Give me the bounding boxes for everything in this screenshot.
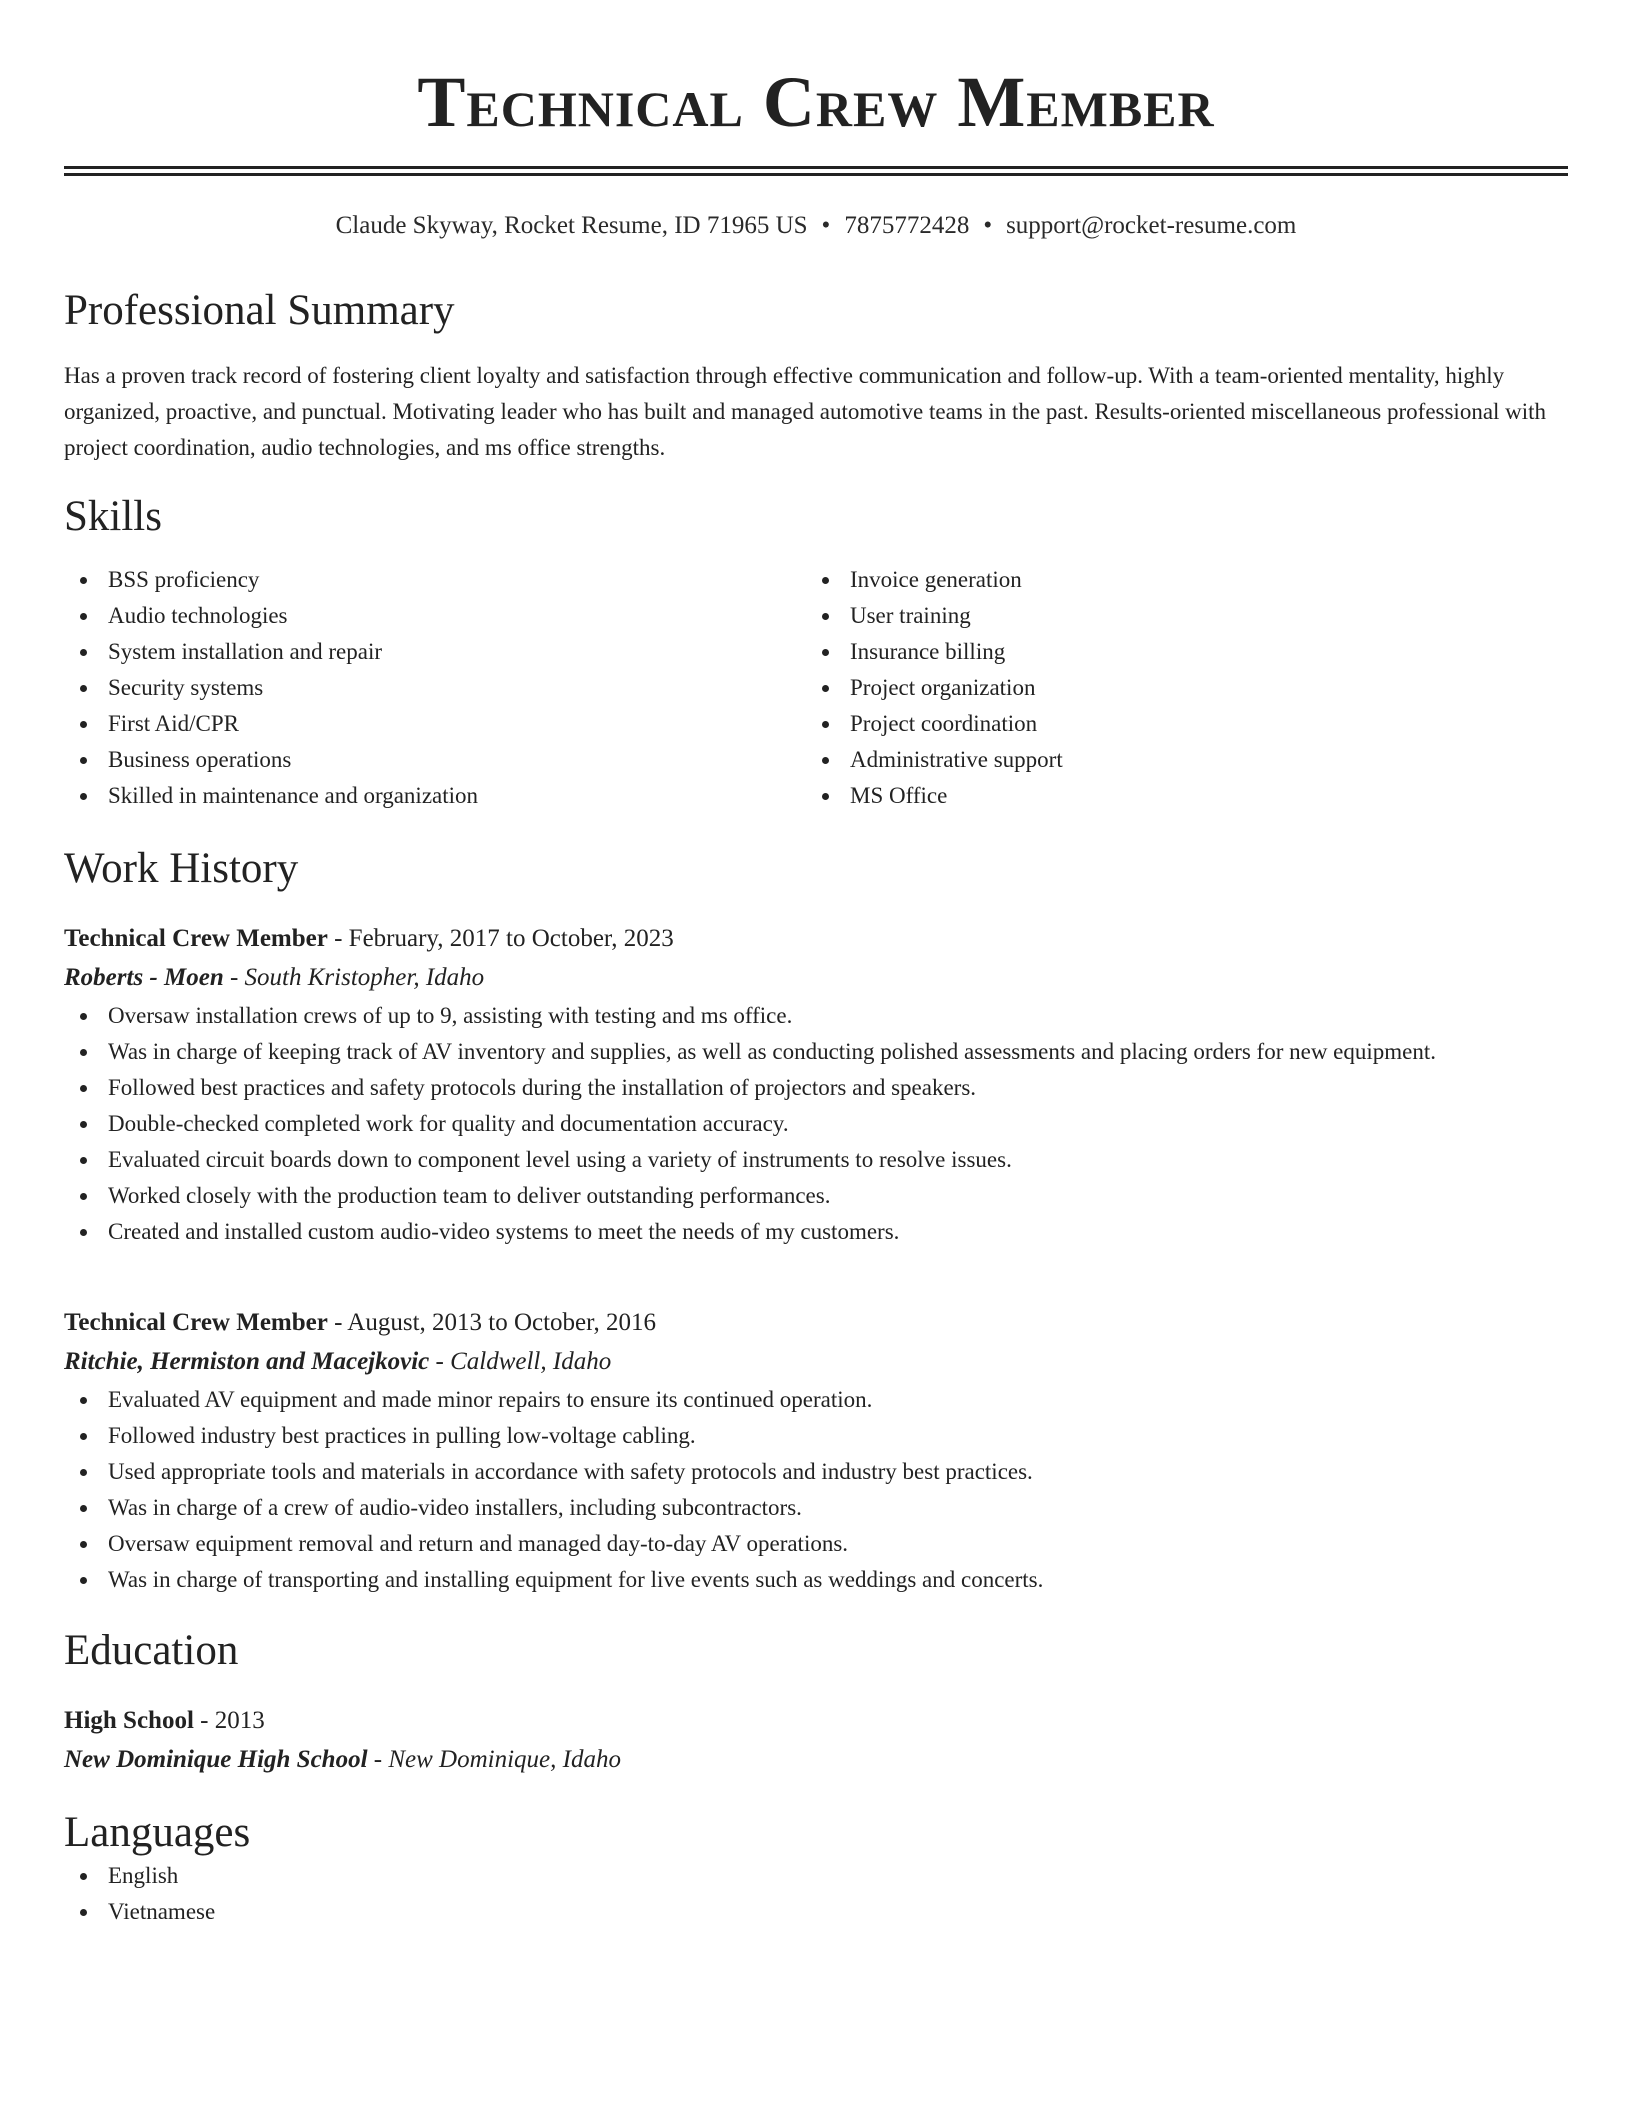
skill-item: Skilled in maintenance and organization xyxy=(64,778,806,814)
work-history-heading: Work History xyxy=(64,845,299,892)
degree: High School xyxy=(64,1707,194,1734)
school-name: New Dominique High School xyxy=(64,1746,368,1773)
job-title: Technical Crew Member xyxy=(64,925,328,952)
languages-heading: Languages xyxy=(64,1809,251,1856)
skill-item: First Aid/CPR xyxy=(64,706,806,742)
resume-title: Technical Crew Member xyxy=(417,62,1215,142)
job-duties-list xyxy=(64,998,1568,1250)
skills-list-left xyxy=(64,562,806,814)
skills-heading: Skills xyxy=(64,493,162,540)
skill-item: Administrative support xyxy=(806,742,1548,778)
skill-item: Project organization xyxy=(806,670,1548,706)
skill-item: Business operations xyxy=(64,742,806,778)
graduation-year: - 2013 xyxy=(193,1707,265,1734)
summary-heading: Professional Summary xyxy=(64,287,455,334)
skills-columns xyxy=(64,562,1568,814)
job-duty: Was in charge of keeping track of AV inventory and supplies, as well as conducting polished assessments and placing orders for new equipment. xyxy=(64,1034,1568,1070)
job-duty: Oversaw equipment removal and return and managed day-to-day AV operations. xyxy=(64,1526,1568,1562)
summary-section xyxy=(64,286,1568,466)
job-duty: Was in charge of transporting and installing equipment for live events such as weddings and concerts. xyxy=(64,1562,1568,1598)
work-history-section xyxy=(64,844,1568,1598)
job-location: - South Kristopher, Idaho xyxy=(223,964,485,991)
skill-item: Insurance billing xyxy=(806,634,1548,670)
contact-separator: • xyxy=(983,212,993,239)
job-title-line xyxy=(64,920,1568,958)
job-company: Ritchie, Hermiston and Macejkovic xyxy=(64,1348,430,1375)
skill-item: Security systems xyxy=(64,670,806,706)
job-duty: Worked closely with the production team to deliver outstanding performances. xyxy=(64,1178,1568,1214)
resume-page xyxy=(64,0,1568,1930)
education-section xyxy=(64,1626,1568,1780)
job-location: - Caldwell, Idaho xyxy=(429,1348,612,1375)
job-duty: Double-checked completed work for quality and documentation accuracy. xyxy=(64,1106,1568,1142)
job-title-line xyxy=(64,1304,1568,1342)
contact-separator: • xyxy=(821,212,831,239)
education-heading: Education xyxy=(64,1627,239,1674)
degree-line xyxy=(64,1702,1568,1740)
languages-section xyxy=(64,1808,1568,1930)
job-dates: - February, 2017 to October, 2023 xyxy=(327,925,674,952)
job-duty: Was in charge of a crew of audio-video installers, including subcontractors. xyxy=(64,1490,1568,1526)
job-title: Technical Crew Member xyxy=(64,1309,328,1336)
contact-phone: 7875772428 xyxy=(844,212,970,239)
summary-text: Has a proven track record of fostering client loyalty and satisfaction through effective communication and follow-up. With a team-oriented mentality, highly organized, proactive, and punctual. Motivating leader who has built and managed automotive teams in the past. Results-oriented miscellaneous professional with project coordination, audio technologies, and ms office strengths. xyxy=(64,363,1547,460)
job-employer-line xyxy=(64,1342,1568,1382)
school-line xyxy=(64,1740,1568,1780)
skills-list-right xyxy=(806,562,1548,814)
job-duty: Evaluated AV equipment and made minor repairs to ensure its continued operation. xyxy=(64,1382,1568,1418)
skill-item: Project coordination xyxy=(806,706,1548,742)
title-divider xyxy=(64,166,1568,176)
language-item: Vietnamese xyxy=(64,1894,1568,1930)
job-duty: Evaluated circuit boards down to component level using a variety of instruments to resolve issues. xyxy=(64,1142,1568,1178)
language-item: English xyxy=(64,1858,1568,1894)
skill-item: System installation and repair xyxy=(64,634,806,670)
job-duty: Oversaw installation crews of up to 9, assisting with testing and ms office. xyxy=(64,998,1568,1034)
contact-line xyxy=(64,210,1568,242)
skill-item: User training xyxy=(806,598,1548,634)
skill-item: BSS proficiency xyxy=(64,562,806,598)
languages-list xyxy=(64,1858,1568,1930)
skill-item: Invoice generation xyxy=(806,562,1548,598)
skill-item: MS Office xyxy=(806,778,1548,814)
contact-email: support@rocket-resume.com xyxy=(1006,212,1297,239)
job-duty: Created and installed custom audio-video systems to meet the needs of my customers. xyxy=(64,1214,1568,1250)
skill-item: Audio technologies xyxy=(64,598,806,634)
job-company: Roberts - Moen xyxy=(64,964,224,991)
job-duty: Used appropriate tools and materials in accordance with safety protocols and industry best practices. xyxy=(64,1454,1568,1490)
contact-address: Claude Skyway, Rocket Resume, ID 71965 US xyxy=(335,212,808,239)
job-duty: Followed industry best practices in pulling low-voltage cabling. xyxy=(64,1418,1568,1454)
school-location: - New Dominique, Idaho xyxy=(367,1746,621,1773)
job-duties-list xyxy=(64,1382,1568,1598)
job-employer-line xyxy=(64,958,1568,998)
job-entry xyxy=(64,1304,1568,1598)
job-duty: Followed best practices and safety protocols during the installation of projectors and speakers. xyxy=(64,1070,1568,1106)
job-entry xyxy=(64,920,1568,1250)
job-dates: - August, 2013 to October, 2016 xyxy=(327,1309,656,1336)
skills-section xyxy=(64,492,1568,814)
